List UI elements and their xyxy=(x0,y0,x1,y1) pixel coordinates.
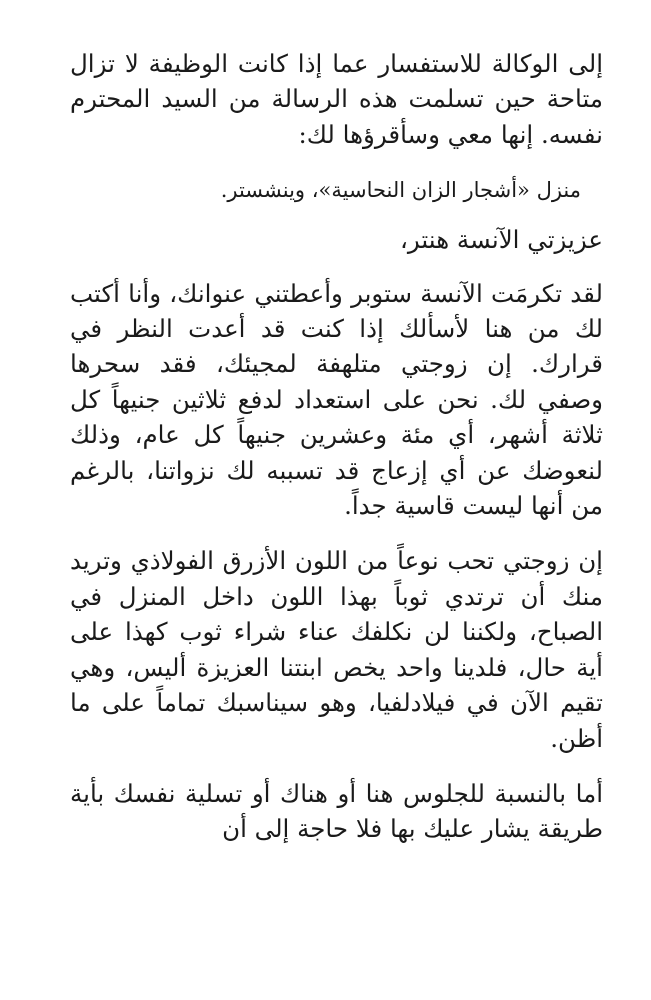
letter-address: منزل «أشجار الزان النحاسية»، وينشستر. xyxy=(220,178,581,203)
letter-paragraph-3: أما بالنسبة للجلوس هنا أو هناك أو تسلية نفسك بأية طريقة يشار عليك بها فلا حاجة إلى أن xyxy=(70,778,603,844)
letter-paragraph-1: لقد تكرمَت الآنسة ستوبر وأعطتني عنوانك، وأنا أكتب لك من هنا لأسألك إذا كنت قد أعدت النظر في قرارك. إن زوجتي متلهفة لمجيئك، فقد سحرها وصفي لك. نحن على استعداد لدفع ثلاثين جنيهاً كل ثلاثة أشهر، أي مئة وعشرين جنيهاً كل عام، وذلك لنعوضك عن أي إزعاج قد تسببه لك نزواتنا، بالرغم من أنها ليست قاسية جداً. xyxy=(70,278,603,521)
intro-paragraph: إلى الوكالة للاستفسار عما إذا كانت الوظيفة لا تزال متاحة حين تسلمت هذه الرسالة من السيد المحترم نفسه. إنها معي وسأقرؤها لك: xyxy=(70,49,603,149)
letter-greeting: عزيزتي الآنسة هنتر، xyxy=(399,225,603,255)
letter-paragraph-2: إن زوجتي تحب نوعاً من اللون الأزرق الفولاذي وتريد منك أن ترتدي ثوباً بهذا اللون داخل المنزل في الصباح، ولكننا لن نكلفك عناء شراء ثوب كهذا على أية حال، فلدينا واحد يخص ابنتنا العزيزة أليس، وهي تقيم الآن في فيلادلفيا، وهو سيناسبك تماماً على ما أظن. xyxy=(70,546,603,753)
